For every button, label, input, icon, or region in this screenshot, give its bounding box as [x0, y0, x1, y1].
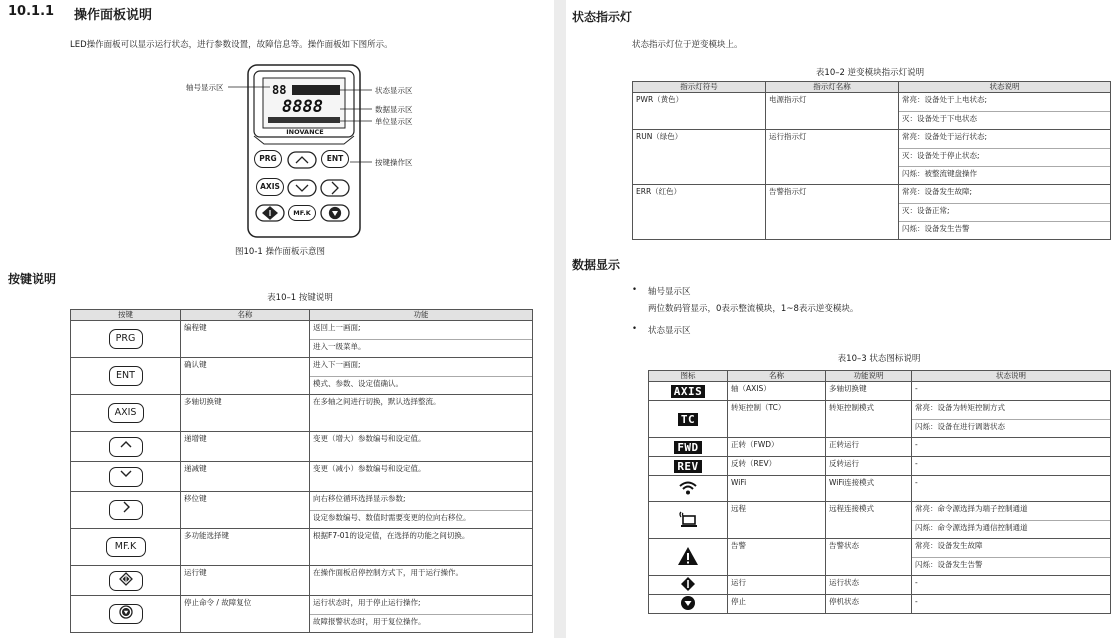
key-table-caption: 表10–1 按键说明 — [267, 293, 333, 303]
lamp-table-caption: 表10–2 逆变模块指示灯说明 — [815, 68, 925, 78]
key-function: 变更（减小）参数编号和设定值。 — [313, 464, 426, 473]
key-function: 进入一级菜单。 — [310, 339, 532, 357]
key-table-header: 按键 — [71, 310, 181, 321]
key-function: 变更（增大）参数编号和设定值。 — [313, 434, 426, 443]
table-row — [649, 539, 1111, 576]
rev-icon: REV — [674, 460, 701, 473]
icon-state: - — [915, 384, 918, 393]
icon-table — [648, 370, 1111, 614]
key-name: 多轴切换键 — [184, 397, 222, 406]
panel-mfk-key: MF.K — [288, 205, 316, 221]
callout-key-area: 按键操作区 — [375, 158, 413, 167]
key-function: 向右移位循环选择显示参数; — [313, 494, 406, 503]
table-row — [633, 93, 1111, 130]
section-number: 10.1.1 — [8, 4, 55, 19]
callout-axis-area: 轴号显示区 — [186, 83, 224, 92]
lamp-state: 常亮：设备发生故障; — [902, 187, 973, 196]
svg-text:88: 88 — [272, 83, 287, 97]
lamp-table-header: 状态说明 — [899, 82, 1111, 93]
key-table-header: 功能 — [310, 310, 533, 321]
table-row — [71, 462, 533, 492]
icon-function: 转矩控制模式 — [829, 403, 874, 412]
data-display-heading: 数据显示 — [572, 258, 621, 272]
left-page — [0, 0, 554, 638]
table-row — [71, 432, 533, 462]
bullet-axis-title: 轴号显示区 — [648, 287, 691, 297]
lamp-table-header: 指示灯名称 — [766, 82, 899, 93]
icon-function: 告警状态 — [829, 541, 859, 550]
table-row — [649, 438, 1111, 457]
mfk-key: MF.K — [106, 537, 146, 557]
key-function: 设定参数编号、数值时需要变更的位向右移位。 — [310, 510, 532, 528]
icon-state: 闪烁：命令源选择为通信控制通道 — [912, 520, 1110, 538]
intro-text: LED操作面板可以显示运行状态，进行参数设置，故障信息等。操作面板如下图所示。 — [70, 40, 393, 50]
table-row — [649, 401, 1111, 438]
lamp-symbol: PWR（黄色） — [636, 95, 684, 104]
bullet-dot: • — [632, 324, 638, 334]
table-row — [649, 457, 1111, 476]
icon-table-header: 功能说明 — [826, 371, 912, 382]
bullet-dot: • — [632, 285, 638, 295]
icon-name: 正转（FWD） — [731, 440, 779, 449]
lamp-state: 闪烁：设备发生告警 — [899, 221, 1110, 239]
table-row — [649, 476, 1111, 502]
status-lamp-intro: 状态指示灯位于逆变模块上。 — [632, 40, 743, 50]
table-row — [633, 185, 1111, 240]
icon-table-header: 图标 — [649, 371, 728, 382]
lamp-table-header: 指示灯符号 — [633, 82, 766, 93]
table-row — [649, 576, 1111, 595]
panel-ent-key: ENT — [321, 150, 349, 168]
table-row — [71, 492, 533, 529]
icon-name: 转矩控制（TC） — [731, 403, 786, 412]
icon-function: 正转运行 — [829, 440, 859, 449]
table-row — [71, 529, 533, 566]
lamp-state: 灭：设备处于下电状态 — [899, 111, 1110, 129]
lamp-name: 告警指示灯 — [769, 187, 807, 196]
panel-figure — [180, 62, 460, 240]
icon-name: 远程 — [731, 504, 746, 513]
lamp-name: 电源指示灯 — [769, 95, 807, 104]
key-name: 编程键 — [184, 323, 207, 332]
icon-function: 运行状态 — [829, 578, 859, 587]
icon-state: 常亮：设备为转矩控制方式 — [915, 403, 1005, 412]
icon-name: 停止 — [731, 597, 746, 606]
icon-state: 闪烁：设备在进行调谐状态 — [912, 419, 1110, 437]
remote-icon — [678, 509, 698, 529]
key-function: 故障报警状态时，用于复位操作。 — [310, 614, 532, 632]
table-row — [71, 358, 533, 395]
icon-name: 运行 — [731, 578, 746, 587]
lamp-table — [632, 81, 1111, 240]
key-table-header: 名称 — [181, 310, 310, 321]
key-name: 递增键 — [184, 434, 207, 443]
callout-data-area: 数据显示区 — [375, 105, 413, 114]
icon-name: 轴（AXIS） — [731, 384, 771, 393]
bullet-status-title: 状态显示区 — [648, 326, 691, 336]
table-row — [71, 395, 533, 432]
table-row — [633, 130, 1111, 185]
icon-name: WiFi — [731, 478, 747, 487]
lamp-state: 闪烁：被整流键盘操作 — [899, 166, 1110, 184]
table-row — [71, 321, 533, 358]
key-function: 进入下一画面; — [313, 360, 361, 369]
bullet-axis-text: 两位数码管显示，0表示整流模块，1~8表示逆变模块。 — [648, 304, 859, 314]
warning-icon — [677, 546, 699, 566]
figure-caption: 图10-1 操作面板示意图 — [235, 247, 325, 257]
key-name: 多功能选择键 — [184, 531, 229, 540]
prg-key: PRG — [109, 329, 143, 349]
ent-key: ENT — [109, 366, 143, 386]
key-function: 根据F7-01的设定值，在选择的功能之间切换。 — [313, 531, 470, 540]
table-row — [649, 595, 1111, 614]
icon-state: 常亮：设备发生故障 — [915, 541, 983, 550]
lamp-symbol: ERR（红色） — [636, 187, 682, 196]
axis-icon: AXIS — [671, 385, 706, 398]
icon-function: 远程连接模式 — [829, 504, 874, 513]
table-row — [649, 502, 1111, 539]
icon-name: 告警 — [731, 541, 746, 550]
icon-state: 常亮：命令源选择为端子控制通道 — [915, 504, 1028, 513]
panel-brand: INOVANCE — [286, 128, 324, 136]
right-key-icon — [109, 500, 143, 520]
lamp-state: 灭：设备处于停止状态; — [899, 148, 1110, 166]
section-title: 操作面板说明 — [74, 8, 153, 23]
fwd-icon: FWD — [674, 441, 701, 454]
icon-state: - — [915, 440, 918, 449]
icon-table-header: 状态说明 — [912, 371, 1111, 382]
icon-state: - — [915, 459, 918, 468]
keys-heading: 按键说明 — [8, 272, 57, 286]
run-icon — [680, 576, 696, 592]
key-name: 停止命令 / 故障复位 — [184, 598, 252, 607]
key-name: 移位键 — [184, 494, 207, 503]
key-name: 确认键 — [184, 360, 207, 369]
lamp-state: 灭：设备正常; — [899, 203, 1110, 221]
icon-state: - — [915, 597, 918, 606]
right-page — [566, 0, 1115, 638]
table-row — [649, 382, 1111, 401]
icon-table-caption: 表10–3 状态图标说明 — [837, 354, 921, 364]
icon-function: 反转运行 — [829, 459, 859, 468]
key-function: 运行状态时，用于停止运行操作; — [313, 598, 421, 607]
run-key-icon — [109, 571, 143, 591]
callout-unit-area: 单位显示区 — [375, 117, 413, 126]
wifi-icon — [679, 481, 697, 495]
icon-function: 多轴切换键 — [829, 384, 867, 393]
axis-key: AXIS — [108, 403, 144, 423]
icon-function: WiFi连接模式 — [829, 478, 875, 487]
key-function: 返回上一画面; — [313, 323, 361, 332]
icon-state: - — [915, 578, 918, 587]
key-function: 模式、参数、设定值确认。 — [310, 376, 532, 394]
panel-axis-key: AXIS — [256, 178, 284, 196]
icon-state: - — [915, 478, 918, 487]
key-name: 递减键 — [184, 464, 207, 473]
svg-text:8888: 8888 — [282, 97, 323, 117]
lamp-state: 常亮：设备处于运行状态; — [902, 132, 988, 141]
lamp-state: 常亮：设备处于上电状态; — [902, 95, 988, 104]
panel-prg-key: PRG — [254, 150, 282, 168]
status-lamp-heading: 状态指示灯 — [572, 10, 633, 24]
icon-name: 反转（REV） — [731, 459, 777, 468]
key-function: 在操作面板启停控制方式下，用于运行操作。 — [313, 568, 463, 577]
lamp-symbol: RUN（绿色） — [636, 132, 683, 141]
stop-key-icon — [109, 604, 143, 624]
up-key-icon — [109, 437, 143, 457]
table-row — [71, 596, 533, 633]
icon-state: 闪烁：设备发生告警 — [912, 557, 1110, 575]
icon-function: 停机状态 — [829, 597, 859, 606]
down-key-icon — [109, 467, 143, 487]
lamp-name: 运行指示灯 — [769, 132, 807, 141]
key-function: 在多轴之间进行切换，默认选择整流。 — [313, 397, 441, 406]
stop-icon — [680, 595, 696, 611]
key-table — [70, 309, 533, 633]
tc-icon: TC — [678, 413, 698, 426]
table-row — [71, 566, 533, 596]
callout-status-area: 状态显示区 — [375, 86, 413, 95]
key-name: 运行键 — [184, 568, 207, 577]
icon-table-header: 名称 — [728, 371, 826, 382]
